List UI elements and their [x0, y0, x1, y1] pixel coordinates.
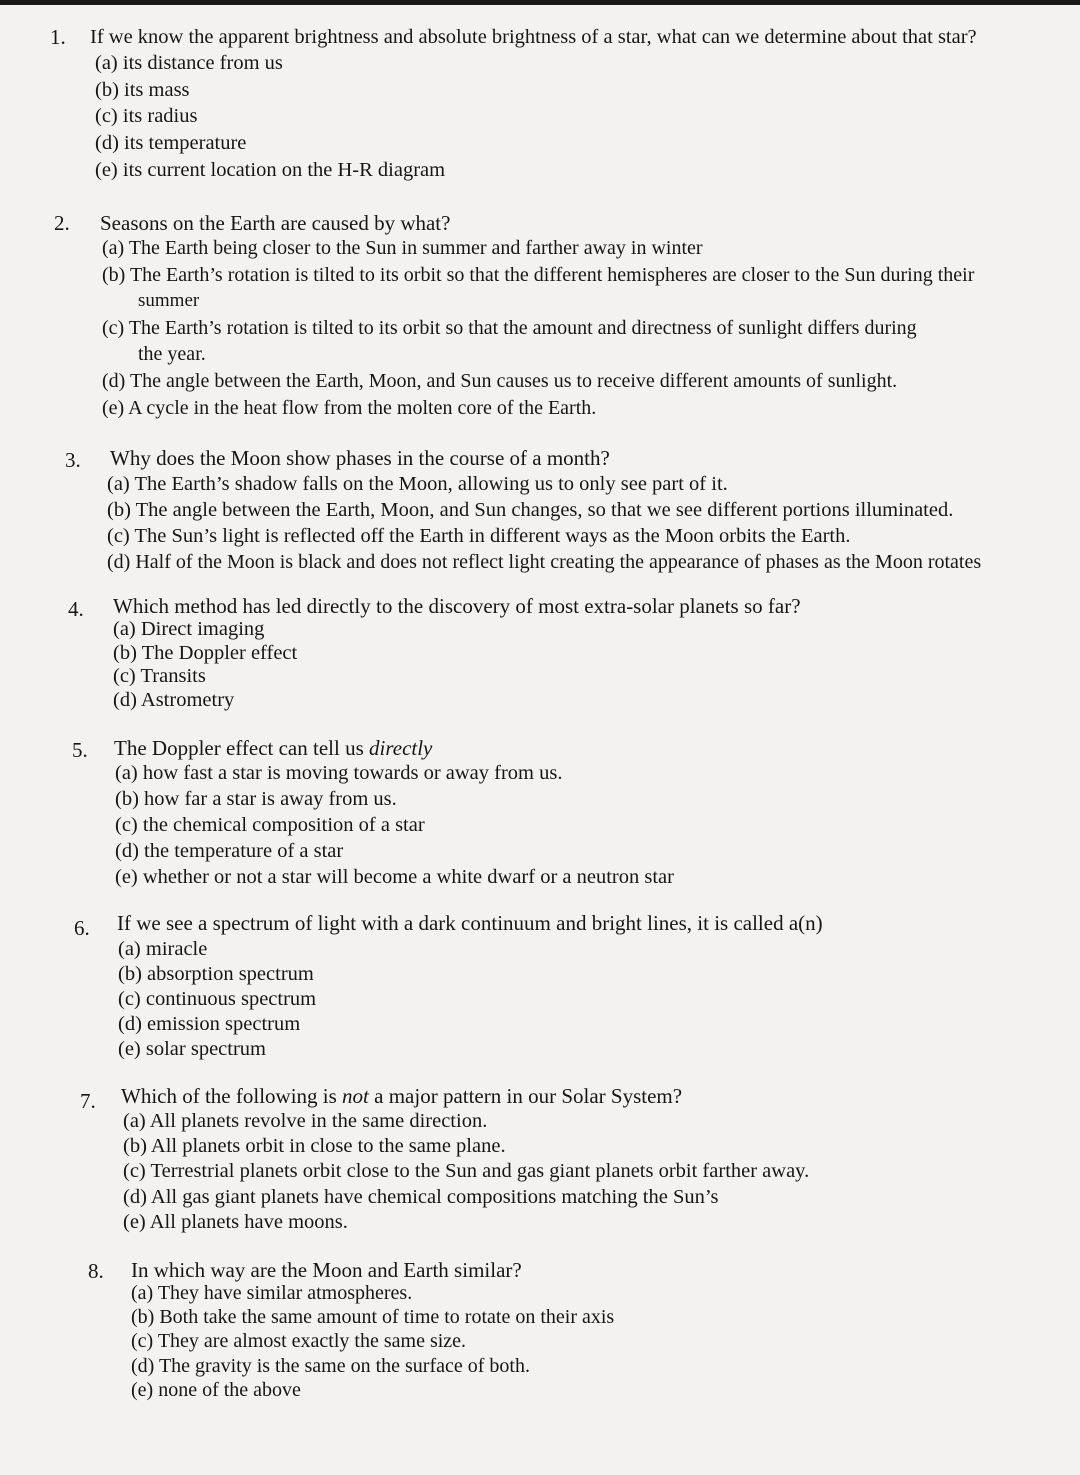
answer-options: [113, 618, 297, 712]
answer-option[interactable]: (a) how fast a star is moving towards or away from us.: [115, 762, 563, 784]
answer-option[interactable]: (c) The Sun’s light is reflected off the Earth in different ways as the Moon orbits the Earth.: [107, 525, 851, 547]
answer-option[interactable]: (e) its current location on the H-R diagram: [95, 158, 446, 181]
answer-option[interactable]: (b) its mass: [95, 78, 190, 101]
question-number: 3.: [65, 448, 81, 472]
question-text: Seasons on the Earth are caused by what?: [100, 211, 451, 235]
answer-option[interactable]: (b) absorption spectrum: [118, 963, 314, 985]
answer-option[interactable]: (e) All planets have moons.: [123, 1210, 348, 1233]
answer-option[interactable]: (b) how far a star is away from us.: [115, 788, 397, 810]
answer-option[interactable]: (d) Astrometry: [113, 688, 235, 711]
answer-options: [107, 471, 981, 575]
question-text: In which way are the Moon and Earth similar?: [131, 1258, 522, 1282]
answer-option-continuation: summer: [138, 290, 200, 312]
question-number: 8.: [88, 1259, 104, 1283]
question-text-part: a major pattern in our Solar System?: [368, 1084, 683, 1108]
question-text-part: The Doppler effect can tell us: [114, 736, 370, 760]
answer-option[interactable]: (a) its distance from us: [95, 52, 283, 74]
question-text-part: Which of the following is: [121, 1084, 343, 1108]
answer-option[interactable]: (d) The angle between the Earth, Moon, and Sun causes us to receive different amounts of sunlight.: [102, 369, 898, 392]
answer-option[interactable]: (d) The gravity is the same on the surface of both.: [131, 1354, 530, 1377]
answer-option[interactable]: (a) Direct imaging: [113, 618, 265, 640]
answer-options: [123, 1109, 809, 1235]
answer-option[interactable]: (d) Half of the Moon is black and does not reflect light creating the appearance of phases as the Moon rotates: [107, 551, 982, 573]
answer-options: [118, 937, 316, 1062]
answer-option[interactable]: (d) emission spectrum: [118, 1013, 301, 1035]
answer-option[interactable]: (a) The Earth being closer to the Sun in summer and farther away in winter: [102, 237, 703, 259]
answer-option[interactable]: (e) A cycle in the heat flow from the molten core of the Earth.: [102, 396, 597, 419]
answer-option[interactable]: (b) The angle between the Earth, Moon, and Sun changes, so that we see different portions illuminated.: [107, 499, 954, 521]
answer-option[interactable]: (c) They are almost exactly the same size.: [131, 1330, 467, 1353]
question-number: 6.: [74, 916, 90, 940]
question-text-emphasis: not: [342, 1084, 369, 1108]
answer-option[interactable]: (d) the temperature of a star: [115, 840, 344, 862]
question-number: 1.: [50, 25, 66, 49]
answer-options: [131, 1281, 614, 1402]
answer-option[interactable]: (e) whether or not a star will become a white dwarf or a neutron star: [115, 866, 674, 888]
answer-option[interactable]: (e) none of the above: [131, 1378, 301, 1401]
question-text: If we see a spectrum of light with a dark continuum and bright lines, it is called a(n): [117, 911, 823, 935]
answer-option[interactable]: (b) All planets orbit in close to the same plane.: [123, 1135, 506, 1158]
answer-option[interactable]: (c) continuous spectrum: [118, 988, 317, 1010]
answer-option[interactable]: (c) The Earth’s rotation is tilted to its orbit so that the amount and directness of sunlight differs during: [102, 316, 917, 339]
answer-option[interactable]: (b) The Doppler effect: [113, 641, 298, 664]
question-text: Why does the Moon show phases in the course of a month?: [110, 446, 610, 470]
question-text: If we know the apparent brightness and absolute brightness of a star, what can we determine about that star?: [90, 26, 977, 48]
question-number: 2.: [54, 211, 70, 235]
question-text: [121, 1083, 682, 1109]
answer-option[interactable]: (b) The Earth’s rotation is tilted to its orbit so that the different hemispheres are closer to the Sun during their: [102, 263, 975, 286]
question-number: 5.: [72, 738, 88, 762]
answer-option-continuation: the year.: [138, 343, 206, 366]
answer-option[interactable]: (c) the chemical composition of a star: [115, 814, 425, 836]
question-text: Which method has led directly to the discovery of most extra-solar planets so far?: [113, 594, 801, 618]
answer-options: [95, 50, 445, 184]
answer-option[interactable]: (e) solar spectrum: [118, 1038, 266, 1060]
question-text: [114, 735, 432, 761]
answer-option[interactable]: (a) All planets revolve in the same direction.: [123, 1110, 488, 1132]
answer-option[interactable]: (c) its radius: [95, 105, 198, 128]
question-number: 7.: [80, 1089, 96, 1113]
answer-options: [102, 235, 974, 421]
answer-option[interactable]: (a) They have similar atmospheres.: [131, 1282, 413, 1304]
answer-option[interactable]: (a) The Earth’s shadow falls on the Moon, allowing us to only see part of it.: [107, 473, 728, 495]
answer-option[interactable]: (c) Transits: [113, 665, 206, 687]
answer-option[interactable]: (a) miracle: [118, 938, 208, 960]
answer-option[interactable]: (c) Terrestrial planets orbit close to the Sun and gas giant planets orbit farther away.: [123, 1160, 810, 1183]
question-text-emphasis: directly: [369, 736, 433, 760]
question-number: 4.: [68, 597, 84, 621]
answer-option[interactable]: (b) Both take the same amount of time to rotate on their axis: [131, 1306, 615, 1329]
answer-option[interactable]: (d) All gas giant planets have chemical compositions matching the Sun’s: [123, 1185, 719, 1208]
answer-options: [115, 760, 674, 890]
answer-option[interactable]: (d) its temperature: [95, 132, 247, 155]
